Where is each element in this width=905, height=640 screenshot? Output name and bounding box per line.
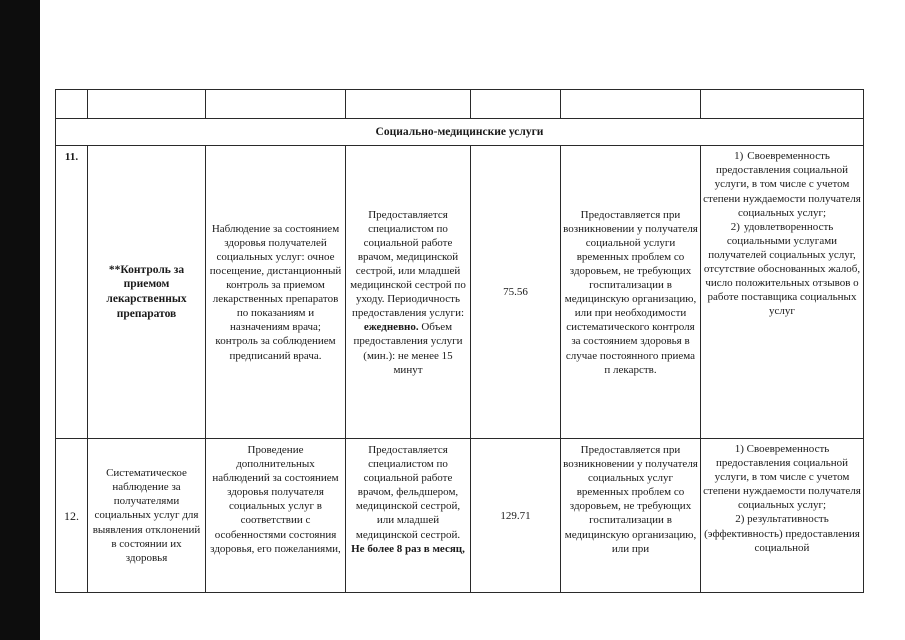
scan-dark-edge [0, 0, 40, 640]
header-cell [701, 90, 864, 119]
provision-text: Предоставляется специалистом по социальной работе врачом, медицинской сестрой, или младшей медицинской сестрой по уходу. Периодичность предоставления услуги: [350, 208, 466, 320]
service-conditions: Предоставляется при возникновении у получателя социальной услуги временных проблем со здоровьем, не требующих госпитализации в медицинскую организацию, или при необходимости систематического контроля за состоянием здоровья в случае постоянного приема п лекарств. [561, 146, 701, 439]
service-description: Наблюдение за состоянием здоровья получателей социальных услуг: очное посещение, дистанционный контроль за приемом лекарственных препаратов по показаниям и назначениям врача; контроль за соблюдением предписаний врача. [206, 146, 346, 439]
criteria-number: 1) [734, 150, 744, 163]
criteria-text: удовлетворенность социальными услугами получателей социальных услуг, отсутствие обоснованных жалоб, число положительных отзывов о работе поставщика социальных услуг [703, 220, 861, 318]
service-conditions: Предоставляется при возникновении у получателя социальных услуг временных проблем со здоровьем, не требующих госпитализации в медицинскую организацию, или при [561, 439, 701, 593]
header-cell [346, 90, 471, 119]
service-criteria [701, 146, 864, 439]
row-number: 12. [56, 439, 88, 593]
service-provision [346, 439, 471, 593]
criteria-text: 2) результативность (эффективность) предоставления социальной [704, 513, 860, 554]
table-row [56, 439, 864, 593]
header-cell [561, 90, 701, 119]
header-cell [56, 90, 88, 119]
service-description: Проведение дополнительных наблюдений за состоянием здоровья получателя социальных услуг в соответствии с особенностями состояния здоровья, его пожеланиями, [206, 439, 346, 593]
row-number: 11. [56, 146, 88, 439]
header-cell [206, 90, 346, 119]
section-title: Социально-медицинские услуги [56, 119, 864, 146]
service-provision [346, 146, 471, 439]
provision-frequency: Не более 8 раз в месяц, [351, 542, 465, 555]
service-criteria [701, 439, 864, 593]
table-header-row [56, 90, 864, 119]
header-cell [471, 90, 561, 119]
section-row [56, 119, 864, 146]
header-cell [88, 90, 206, 119]
provision-text: Предоставляется специалистом по социальной работе врачом, фельдшером, медицинской сестрой, или младшей медицинской сестрой. [355, 444, 461, 541]
service-name: Систематическое наблюдение за получателями социальных услуг для выявления отклонений в состоянии их здоровья [88, 439, 206, 593]
criteria-item [703, 220, 861, 319]
criteria-number: 2) [730, 220, 740, 233]
criteria-text: Своевременность предоставления социальной услуги, в том числе с учетом степени нуждаемости получателя социальных услуг; [703, 150, 861, 219]
criteria-text: 1) Своевременность предоставления социальной услуги, в том числе с учетом степени нуждаемости получателя социальных услуг; [703, 443, 861, 512]
provision-frequency: ежедневно. [363, 321, 419, 334]
services-table [55, 89, 864, 593]
table-row [56, 146, 864, 439]
service-name: **Контроль за приемом лекарственных препаратов [88, 146, 206, 439]
provision-volume: Объем предоставления услуги (мин.): не менее 15 минут [353, 321, 463, 376]
service-cost: 75.56 [471, 146, 561, 439]
criteria-item [703, 149, 861, 219]
service-cost: 129.71 [471, 439, 561, 593]
